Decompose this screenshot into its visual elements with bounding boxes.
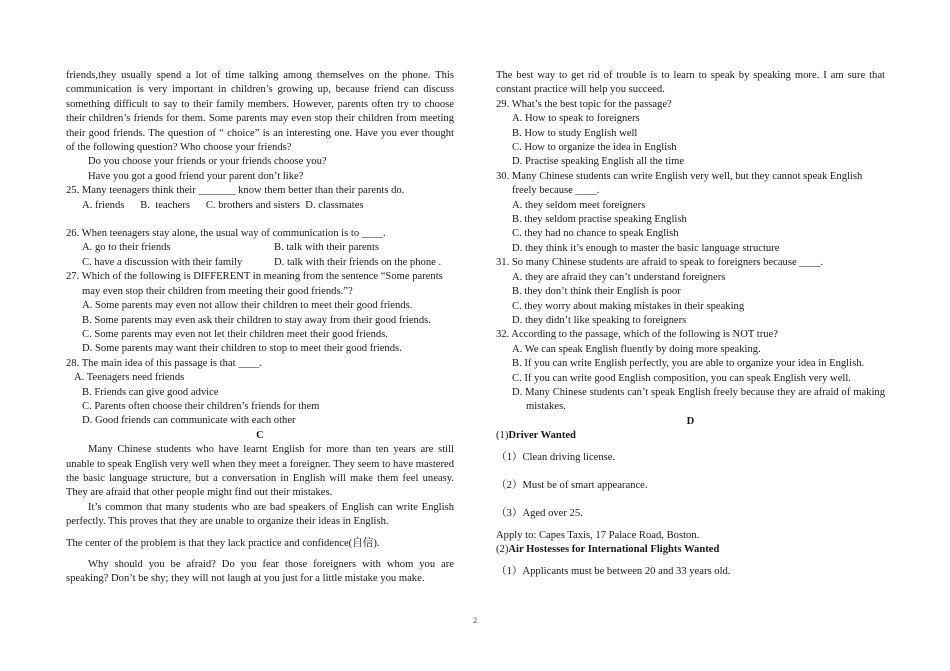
reflection-question: Do you choose your friends or your friends choose you? (88, 156, 327, 168)
option-b: B. they don’t think their English is poor (512, 286, 681, 298)
ad-title: Driver Wanted (508, 430, 576, 442)
ad-heading (496, 543, 885, 557)
passage-c-paragraph: The center of the problem is that they lack practice and confidence(自信). (66, 537, 380, 549)
option-d: D. they didn’t like speaking to foreigners (512, 314, 687, 326)
option-a: A. they are afraid they can’t understand foreigners (512, 271, 726, 283)
question-stem: 29. What’s the best topic for the passage? (496, 98, 672, 110)
question-stem: 30. Many Chinese students can write English very well, but they cannot speak English freely because ____. (496, 170, 863, 197)
option-b: B. talk with their parents (274, 242, 380, 254)
question-stem: 28. The main idea of this passage is that ____. (66, 357, 263, 369)
option-c: C. Some parents may even not let their children meet their good friends. (82, 328, 388, 340)
question-stem: 27. Which of the following is DIFFERENT in meaning from the sentence “Some parents may even stop their children from meeting their good friends.”? (66, 271, 443, 297)
option-c: C. How to organize the idea in English (512, 142, 677, 154)
option-d: D. they think it’s enough to master the basic language structure (512, 242, 780, 254)
ad-number: (1) (496, 430, 509, 442)
ad-driver (496, 429, 885, 543)
option-a: A. go to their friends (82, 242, 171, 254)
question-27 (66, 270, 454, 356)
question-30 (496, 170, 885, 256)
right-column (496, 69, 885, 579)
option-c: C. they worry about making mistakes in their speaking (512, 300, 745, 312)
question-31 (496, 256, 885, 328)
option-a: A. Teenagers need friends (74, 372, 185, 384)
section-heading-d: D (686, 415, 695, 427)
option-b: B. How to study English well (512, 127, 638, 139)
option-d: D. talk with their friends on the phone . (274, 256, 442, 268)
option-a: A. they seldom meet foreigners (512, 199, 646, 211)
ad-heading (496, 429, 885, 443)
option-d: D. Practise speaking English all the time (512, 156, 685, 168)
question-options: A. friends B. teachers C. brothers and sisters D. classmates (82, 199, 364, 211)
ad-requirement: （1）Applicants must be between 20 and 33 years old. (496, 565, 731, 577)
option-d: D. Good friends can communicate with each other (82, 415, 296, 427)
ad-number: (2) (496, 544, 509, 556)
question-stem: 32. According to the passage, which of the following is NOT true? (496, 329, 778, 341)
ad-title: Air Hostesses for International Flights Wanted (508, 544, 720, 556)
question-26 (66, 227, 454, 270)
question-28 (66, 357, 454, 429)
ad-air-hostesses (496, 543, 885, 579)
option-c: C. they had no chance to speak English (512, 228, 679, 240)
option-b: B. If you can write English perfectly, you are able to organize your idea in English. (512, 358, 865, 370)
option-b: B. Friends can give good advice (82, 386, 219, 398)
section-heading-c: C (256, 429, 264, 441)
option-b: B. they seldom practise speaking English (512, 214, 687, 226)
option-a: A. Some parents may even not allow their children to meet their good friends. (82, 300, 413, 312)
option-c: C. Parents often choose their children’s friends for them (82, 400, 320, 412)
question-stem: 31. So many Chinese students are afraid to speak to foreigners because ____. (496, 257, 824, 269)
option-c: C. If you can write good English composition, you can speak English very well. (512, 372, 851, 384)
reflection-question: Have you got a good friend your parent don’t like? (88, 170, 304, 182)
option-b: B. Some parents may even ask their children to stay away from their good friends. (82, 314, 431, 326)
left-column (66, 69, 454, 587)
passage-c-paragraph: Many Chinese students who have learnt English for more than ten years are still unable to speak English very well when they meet a foreigner. They seem to have mastered the basic language structure, but a conversation in English will make them feel uneasy. They are afraid that other people might find out their mistakes. (66, 444, 454, 499)
option-a: A. We can speak English fluently by doing more speaking. (512, 343, 761, 355)
ad-requirement: （2）Must be of smart appearance. (496, 479, 648, 491)
passage-c-paragraph: It’s common that many students who are bad speakers of English can write English perfectly. This proves that they are unable to organize their ideas in English. (66, 501, 454, 528)
page-number: 2 (473, 616, 477, 625)
option-d: D. Many Chinese students can’t speak English freely because they are afraid of making mistakes. (512, 386, 885, 413)
question-32 (496, 328, 885, 414)
ad-requirement: （1）Clean driving license. (496, 451, 616, 463)
passage-b-paragraph: friends,they usually spend a lot of time talking among themselves on the phone. This communication is very important in children’s growing up, because friend can discuss something difficult to say to their family members. However, parents often try to choose their children’s friends for them. Some parents may even stop their children from meeting their good friends. The question of “ choice” is an interesting one. Have you ever thought of the following question? Who choose your friends? (66, 70, 454, 154)
question-stem: 26. When teenagers stay alone, the usual way of communication is to ____. (66, 228, 386, 240)
question-stem: 25. Many teenagers think their _______ know them better than their parents do. (66, 185, 405, 197)
option-c: C. have a discussion with their family (82, 256, 243, 268)
question-25 (66, 184, 454, 213)
passage-c-paragraph: The best way to get rid of trouble is to learn to speak by speaking more. I am sure that constant practice will help you succeed. (496, 70, 885, 96)
option-d: D. Some parents may want their children to stop to meet their good friends. (82, 343, 402, 355)
ad-requirement: （3）Aged over 25. (496, 508, 583, 520)
ad-apply-line: Apply to: Capes Taxis, 17 Palace Road, Boston. (496, 529, 700, 541)
option-a: A. How to speak to foreigners (512, 113, 640, 125)
question-29 (496, 98, 885, 170)
passage-c-paragraph: Why should you be afraid? Do you fear those foreigners with whom you are speaking? Don’t be shy; they will not laugh at you just for a little mistake you make. (66, 559, 454, 585)
